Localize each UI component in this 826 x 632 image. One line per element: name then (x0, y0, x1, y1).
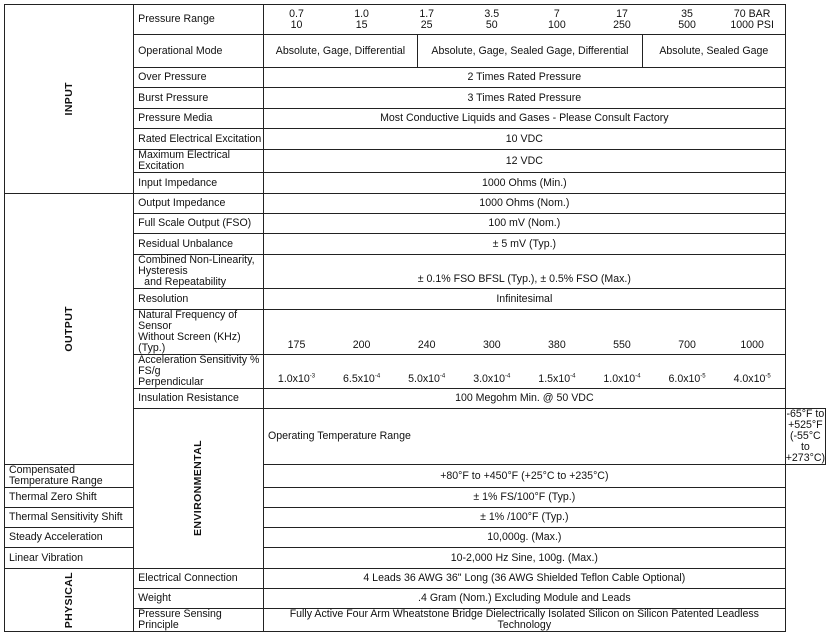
row-label: Natural Frequency of Sensor Without Screen (KHz) (Typ.) (134, 310, 264, 355)
row-label: Operational Mode (134, 35, 264, 68)
row-label: Acceleration Sensitivity % FS/g Perpendicular (134, 355, 264, 389)
table-row (5, 194, 826, 214)
row-label: Rated Electrical Excitation (134, 129, 264, 150)
row-value: .4 Gram (Nom.) Excluding Module and Leads (263, 589, 785, 609)
row-label: Insulation Resistance (134, 389, 264, 409)
group-environmental (134, 409, 264, 569)
sensitivity-value: $6.0x10^{-5}$ (668, 373, 706, 385)
natural-frequency-values (263, 310, 785, 355)
sensitivity-value: $1.5x10^{-4}$ (538, 373, 576, 385)
pressure-range-cell: 35 500 (678, 7, 696, 31)
row-label: Input Impedance (134, 173, 264, 194)
frequency-value: 240 (417, 339, 436, 351)
group-output (5, 194, 134, 465)
frequency-value: 200 (352, 339, 371, 351)
row-label: Steady Acceleration (5, 528, 134, 548)
table-row (5, 5, 826, 35)
pressure-range-cell: 1.0 15 (354, 7, 369, 31)
acceleration-sensitivity-values (263, 355, 785, 389)
row-value: 100 Megohm Min. @ 50 VDC (263, 389, 785, 409)
row-value: ± 1% FS/100°F (Typ.) (263, 488, 785, 508)
pressure-range-cell: 1.7 25 (419, 7, 435, 31)
row-label: Pressure Sensing Principle (134, 609, 264, 632)
row-value: Fully Active Four Arm Wheatstone Bridge Dielectrically Isolated Silicon on Silicon Patented Leadless Technology (263, 609, 785, 632)
row-value: Most Conductive Liquids and Gases - Please Consult Factory (263, 109, 785, 129)
group-label-environmental: ENVIRONMENTAL (192, 440, 205, 537)
row-label: Electrical Connection (134, 569, 264, 589)
row-value: -65°F to +525°F (-55°C to +273°C) (785, 408, 825, 464)
operational-mode-col3: Absolute, Sealed Gage (642, 35, 785, 67)
sensitivity-value: $5.0x10^{-4}$ (408, 373, 446, 385)
sensitivity-value: $4.0x10^{-5}$ (733, 373, 771, 385)
pressure-range-cell: 3.5 50 (484, 7, 500, 31)
row-value: ± 5 mV (Typ.) (263, 234, 785, 255)
sensitivity-value: $1.0x10^{-4}$ (603, 373, 641, 385)
row-label: Operating Temperature Range (263, 409, 785, 465)
row-label: Full Scale Output (FSO) (134, 214, 264, 234)
operational-mode-values (263, 35, 785, 68)
row-label: Combined Non-Linearity, Hysteresis and Repeatability (134, 255, 264, 289)
sensitivity-value: $3.0x10^{-4}$ (473, 373, 511, 385)
row-value: 12 VDC (263, 150, 785, 173)
row-value: 2 Times Rated Pressure (263, 68, 785, 88)
row-label: Resolution (134, 289, 264, 310)
table-row (5, 569, 826, 589)
row-value: +80°F to +450°F (+25°C to +235°C) (263, 465, 785, 488)
row-label: Thermal Sensitivity Shift (5, 508, 134, 528)
row-value: 3 Times Rated Pressure (263, 88, 785, 109)
frequency-value: 175 (287, 339, 306, 351)
row-value: 4 Leads 36 AWG 36" Long (36 AWG Shielded Teflon Cable Optional) (263, 569, 785, 589)
table-row (5, 548, 826, 569)
pressure-range-cell: 7 100 (548, 7, 566, 31)
sensitivity-value: $1.0x10^{-3}$ (277, 373, 316, 385)
table-row (5, 488, 826, 508)
row-label: Burst Pressure (134, 88, 264, 109)
row-label: Thermal Zero Shift (5, 488, 134, 508)
table-row (5, 465, 826, 488)
row-label: Pressure Range (134, 5, 264, 35)
row-value: 10,000g. (Max.) (263, 528, 785, 548)
group-label-physical: PHYSICAL (62, 571, 75, 629)
row-value: ± 0.1% FSO BFSL (Typ.), ± 0.5% FSO (Max.) (263, 255, 785, 289)
pressure-range-cell: 0.7 10 (289, 7, 304, 31)
table-row (5, 528, 826, 548)
group-label-input: INPUT (62, 82, 75, 116)
frequency-value: 700 (678, 339, 696, 351)
group-label-output: OUTPUT (62, 306, 75, 352)
operational-mode-col2: Absolute, Gage, Sealed Gage, Differential (417, 35, 642, 67)
pressure-range-values (263, 5, 785, 35)
row-label: Over Pressure (134, 68, 264, 88)
group-input (5, 5, 134, 194)
row-label: Output Impedance (134, 194, 264, 214)
frequency-value: 1000 (740, 339, 764, 351)
table-row (5, 508, 826, 528)
pressure-range-cell: 17 250 (613, 7, 631, 31)
row-label: Compensated Temperature Range (5, 465, 134, 488)
frequency-value: 550 (613, 339, 631, 351)
frequency-value: 380 (548, 339, 566, 351)
operational-mode-col1: Absolute, Gage, Differential (275, 44, 406, 57)
row-value: 10 VDC (263, 129, 785, 150)
row-value: ± 1% /100°F (Typ.) (263, 508, 785, 528)
spec-table (4, 4, 826, 632)
row-label: Linear Vibration (5, 548, 134, 569)
frequency-value: 300 (482, 339, 501, 351)
row-label: Weight (134, 589, 264, 609)
sensitivity-value: $6.5x10^{-4}$ (343, 373, 381, 385)
row-value: Infinitesimal (263, 289, 785, 310)
row-label: Pressure Media (134, 109, 264, 129)
row-value: 1000 Ohms (Nom.) (263, 194, 785, 214)
row-value: 10-2,000 Hz Sine, 100g. (Max.) (263, 548, 785, 569)
group-physical (5, 569, 134, 632)
row-label: Maximum Electrical Excitation (134, 150, 264, 173)
pressure-range-cell: 70 BAR 1000 PSI (730, 7, 774, 31)
row-value: 1000 Ohms (Min.) (263, 173, 785, 194)
row-value: 100 mV (Nom.) (263, 214, 785, 234)
row-label: Residual Unbalance (134, 234, 264, 255)
